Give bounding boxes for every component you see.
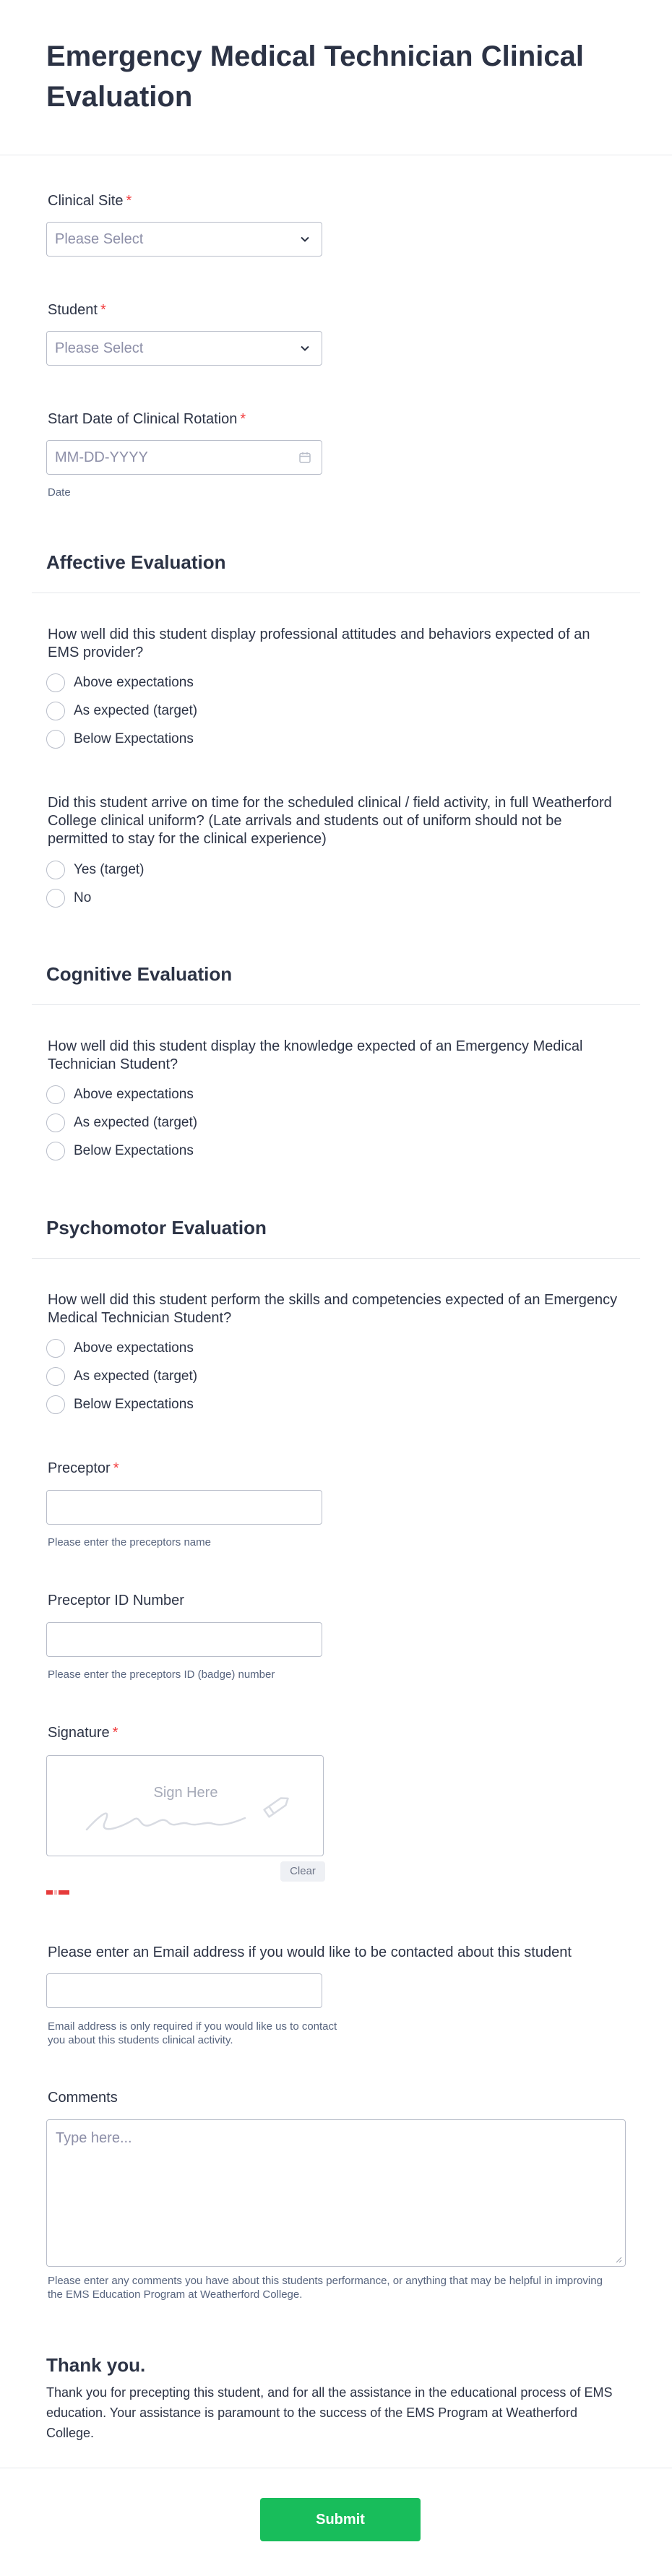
preceptor-label: Preceptor * xyxy=(48,1460,119,1476)
required-mark: * xyxy=(240,411,246,427)
start-date-input[interactable] xyxy=(46,440,322,475)
affective-q2-text: Did this student arrive on time for the scheduled clinical / field activity, in full Weatherford College clinical uniform? (Late arrivals and students out of uniform should not be permitted to stay for the clinical experience) xyxy=(48,795,612,847)
thanks-title: Thank you. xyxy=(46,2354,146,2376)
psychomotor-q1-option[interactable]: Above expectations xyxy=(46,1338,194,1358)
affective-q2-option[interactable]: No xyxy=(46,888,91,908)
radio-button[interactable] xyxy=(46,1339,65,1358)
required-mark: * xyxy=(112,1725,119,1741)
student-placeholder: Please Select xyxy=(55,340,144,356)
cognitive-q1-option[interactable]: As expected (target) xyxy=(46,1113,197,1133)
cognitive-section-title: Cognitive Evaluation xyxy=(46,963,233,985)
calendar-icon[interactable] xyxy=(298,451,311,464)
clinical-site-select[interactable] xyxy=(46,222,322,257)
comments-sublabel: Please enter any comments you have about this students performance, or anything that may be helpful in improving the EMS Education Program at Weatherford College. xyxy=(48,2275,603,2301)
required-mark: * xyxy=(113,1460,119,1476)
radio-button[interactable] xyxy=(46,1395,65,1414)
required-mark: * xyxy=(126,193,132,209)
form-title: Emergency Medical Technician Clinical Evaluation xyxy=(46,40,584,113)
student-select[interactable] xyxy=(46,331,322,366)
radio-button[interactable] xyxy=(46,1142,65,1160)
clinical-site-label: Clinical Site * xyxy=(48,193,132,209)
radio-button[interactable] xyxy=(46,702,65,720)
cognitive-q1-option[interactable]: Above expectations xyxy=(46,1085,194,1105)
email-input[interactable] xyxy=(46,1973,322,2008)
cognitive-q1-option[interactable]: Below Expectations xyxy=(46,1141,194,1161)
preceptor-id-label: Preceptor ID Number xyxy=(48,1593,184,1608)
email-sublabel: Email address is only required if you would like us to contact you about this students clinical activity. xyxy=(48,2020,337,2046)
psychomotor-q1-text: How well did this student perform the skills and competencies expected of an Emergency Medical Technician Student? xyxy=(48,1292,618,1326)
psychomotor-section-title: Psychomotor Evaluation xyxy=(46,1217,267,1239)
start-date-sublabel: Date xyxy=(48,486,71,499)
affective-q2-option[interactable]: Yes (target) xyxy=(46,860,145,880)
email-label: Please enter an Email address if you would like to be contacted about this student xyxy=(48,1944,572,1960)
preceptor-id-input[interactable] xyxy=(46,1622,322,1657)
comments-label: Comments xyxy=(48,2090,118,2106)
preceptor-sublabel: Please enter the preceptors name xyxy=(48,1536,211,1548)
clear-signature-button[interactable]: Clear xyxy=(280,1861,325,1882)
comments-placeholder: Type here... xyxy=(56,2130,132,2146)
section-divider xyxy=(32,1258,640,1259)
radio-button[interactable] xyxy=(46,1085,65,1104)
sign-here-text: Sign Here xyxy=(153,1785,218,1801)
signature-scribble-icon xyxy=(83,1785,300,1843)
radio-button[interactable] xyxy=(46,889,65,908)
student-label: Student * xyxy=(48,302,106,318)
comments-textarea[interactable] xyxy=(46,2119,626,2267)
preceptor-input[interactable] xyxy=(46,1490,322,1525)
resize-handle-icon[interactable] xyxy=(615,2256,622,2263)
start-date-label: Start Date of Clinical Rotation * xyxy=(48,411,246,427)
required-mark: * xyxy=(100,302,106,318)
radio-button[interactable] xyxy=(46,730,65,749)
section-divider xyxy=(32,1004,640,1005)
clinical-site-placeholder: Please Select xyxy=(55,231,144,247)
radio-button[interactable] xyxy=(46,861,65,879)
submit-button[interactable]: Submit xyxy=(260,2498,421,2541)
affective-q1-option[interactable]: As expected (target) xyxy=(46,701,197,721)
radio-button[interactable] xyxy=(46,673,65,692)
psychomotor-q1-option[interactable]: As expected (target) xyxy=(46,1366,197,1387)
thanks-body: Thank you for precepting this student, and for all the assistance in the educational process of EMS education. Your assistance is paramount to the success of the EMS Program at Weatherford College. xyxy=(46,2385,613,2440)
psychomotor-q1-option[interactable]: Below Expectations xyxy=(46,1395,194,1415)
radio-button[interactable] xyxy=(46,1113,65,1132)
chevron-down-icon xyxy=(298,342,311,355)
affective-section-title: Affective Evaluation xyxy=(46,551,226,573)
start-date-placeholder: MM-DD-YYYY xyxy=(55,449,148,465)
affective-q1-option[interactable]: Above expectations xyxy=(46,673,194,693)
signature-label: Signature * xyxy=(48,1725,119,1741)
cognitive-q1-text: How well did this student display the knowledge expected of an Emergency Medical Technician Student? xyxy=(48,1038,583,1072)
chevron-down-icon xyxy=(298,233,311,246)
error-flag-icon xyxy=(46,1890,69,1895)
affective-q1-text: How well did this student display professional attitudes and behaviors expected of an EMS provider? xyxy=(48,626,590,660)
affective-q1-option[interactable]: Below Expectations xyxy=(46,729,194,749)
radio-button[interactable] xyxy=(46,1367,65,1386)
form-header xyxy=(0,0,672,155)
signature-pad[interactable] xyxy=(46,1755,324,1856)
preceptor-id-sublabel: Please enter the preceptors ID (badge) number xyxy=(48,1668,275,1681)
